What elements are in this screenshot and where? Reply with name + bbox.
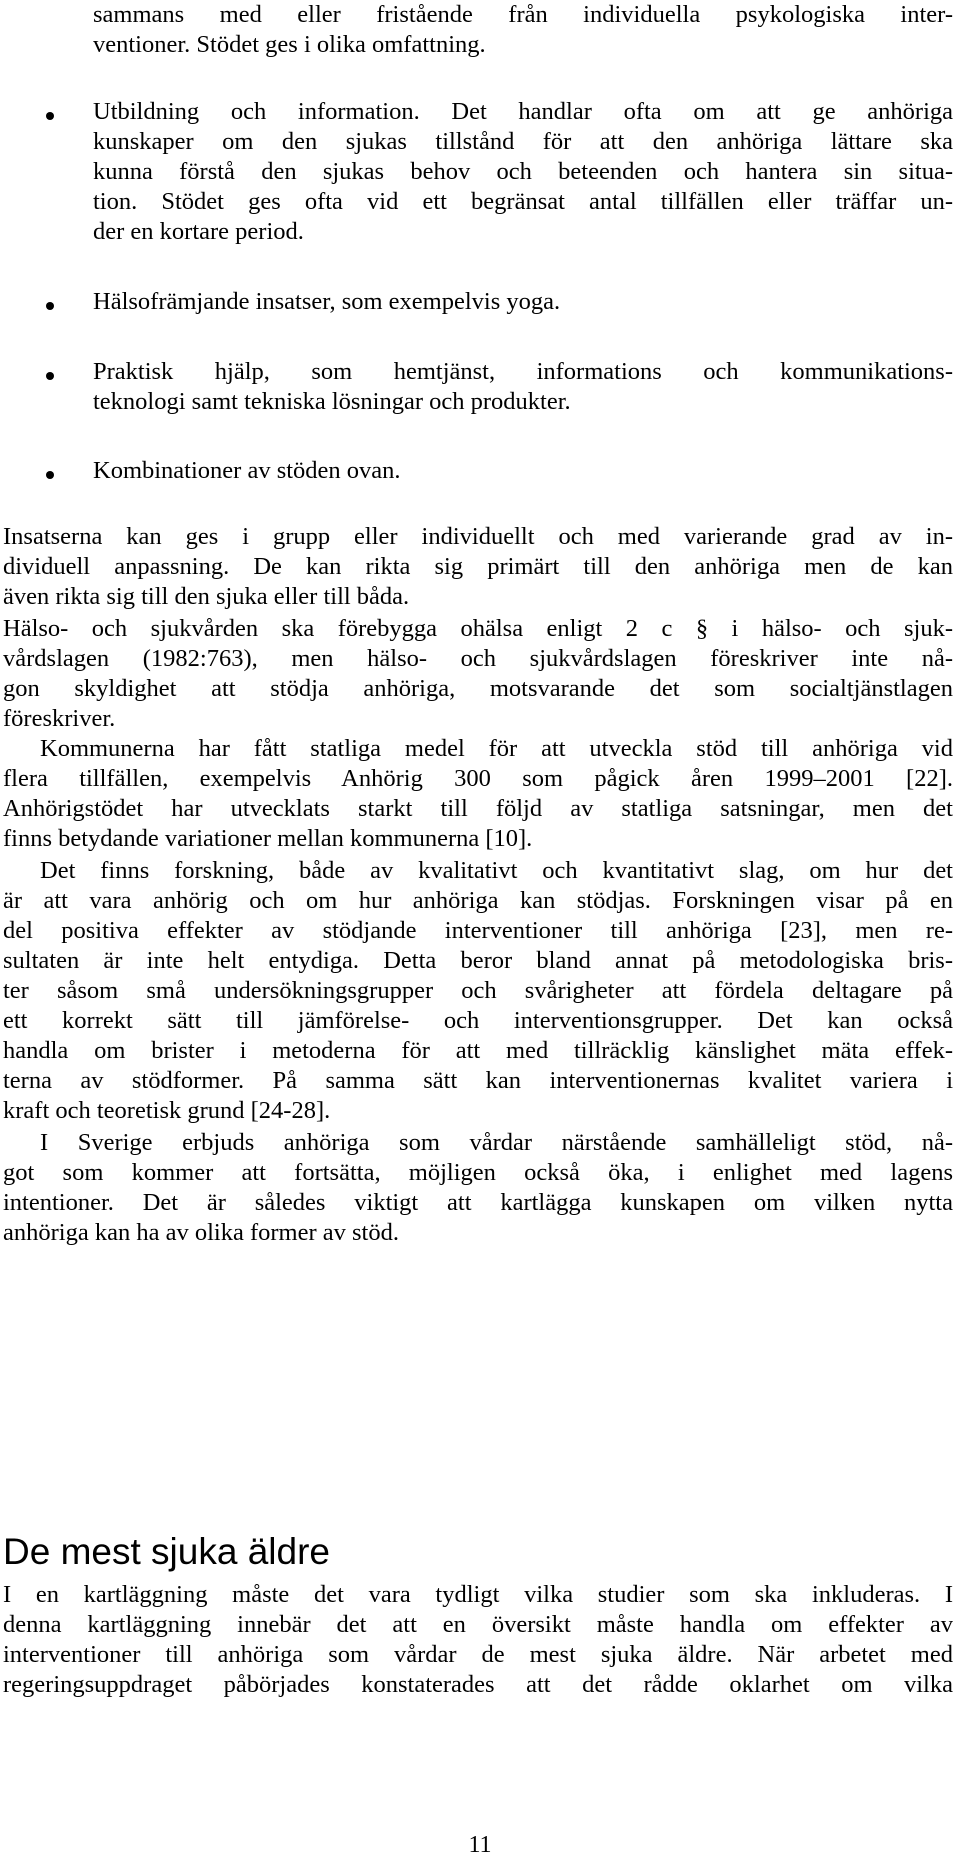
bullet-text-line: Utbildning och information. Det handlar ofta om att ge anhöriga: [93, 98, 953, 125]
paragraph-line: Det finns forskning, både av kvalitativt och kvantitativt slag, om hur det: [40, 857, 953, 884]
paragraph-line: gon skyldighet att stödja anhöriga, motsvarande det som socialtjänstlagen: [3, 675, 953, 702]
bullet-text-line: kunna förstå den sjukas behov och beteenden och hantera sin situa-: [93, 158, 953, 185]
paragraph-line: intentioner. Det är således viktigt att kartlägga kunskapen om vilken nytta: [3, 1189, 953, 1216]
paragraph-line: ett korrekt sätt till jämförelse- och interventionsgrupper. Det kan också: [3, 1007, 953, 1034]
bullet-marker: [46, 112, 54, 120]
bullet-text-line: Kombinationer av stöden ovan.: [93, 457, 401, 484]
paragraph-line: ter såsom små undersökningsgrupper och svårigheter att fördela deltagare på: [3, 977, 953, 1004]
paragraph-line: flera tillfällen, exempelvis Anhörig 300 som pågick åren 1999–2001 [22].: [3, 765, 953, 792]
paragraph-line: I Sverige erbjuds anhöriga som vårdar närstående samhälleligt stöd, nå-: [40, 1129, 953, 1156]
bullet-marker: [46, 372, 54, 380]
paragraph-line: Hälso- och sjukvården ska förebygga ohälsa enligt 2 c § i hälso- och sjuk-: [3, 615, 953, 642]
bullet-text-line: Hälsofrämjande insatser, som exempelvis yoga.: [93, 288, 561, 315]
paragraph-line: Kommunerna har fått statliga medel för att utveckla stöd till anhöriga vid: [40, 735, 953, 762]
page-number: 11: [468, 1832, 492, 1858]
bullet-continuation-line: ventioner. Stödet ges i olika omfattning.: [93, 31, 486, 58]
paragraph-line: sultaten är inte helt entydiga. Detta beror bland annat på metodologiska bris-: [3, 947, 953, 974]
paragraph-line: är att vara anhörig och om hur anhöriga kan stödjas. Forskningen visar på en: [3, 887, 953, 914]
paragraph-line: denna kartläggning innebär det att en översikt måste handla om effekter av: [3, 1611, 953, 1638]
paragraph-line: handla om brister i metoderna för att med tillräcklig känslighet mäta effek-: [3, 1037, 953, 1064]
paragraph-line: finns betydande variationer mellan kommunerna [10].: [3, 825, 533, 852]
paragraph-line: Insatserna kan ges i grupp eller individuellt och med varierande grad av in-: [3, 523, 953, 550]
section-heading: De mest sjuka äldre: [3, 1531, 330, 1572]
paragraph-line: även rikta sig till den sjuka eller till båda.: [3, 583, 410, 610]
bullet-text-line: teknologi samt tekniska lösningar och produkter.: [93, 388, 571, 415]
paragraph-line: Anhörigstödet har utvecklats starkt till följd av statliga satsningar, men det: [3, 795, 953, 822]
paragraph-line: vårdslagen (1982:763), men hälso- och sjukvårdslagen föreskriver inte nå-: [3, 645, 953, 672]
bullet-text-line: kunskaper om den sjukas tillstånd för att den anhöriga lättare ska: [93, 128, 953, 155]
paragraph-line: I en kartläggning måste det vara tydligt vilka studier som ska inkluderas. I: [3, 1581, 953, 1608]
bullet-marker: [46, 471, 54, 479]
bullet-text-line: tion. Stödet ges ofta vid ett begränsat antal tillfällen eller träffar un-: [93, 188, 953, 215]
paragraph-line: got som kommer att fortsätta, möjligen också öka, i enlighet med lagens: [3, 1159, 953, 1186]
paragraph-line: anhöriga kan ha av olika former av stöd.: [3, 1219, 399, 1246]
bullet-text-line: der en kortare period.: [93, 218, 304, 245]
bullet-continuation-line: sammans med eller fristående från individuella psykologiska inter-: [93, 1, 953, 28]
paragraph-line: interventioner till anhöriga som vårdar de mest sjuka äldre. När arbetet med: [3, 1641, 953, 1668]
bullet-marker: [46, 302, 54, 310]
paragraph-line: del positiva effekter av stödjande interventioner till anhöriga [23], men re-: [3, 917, 953, 944]
paragraph-line: föreskriver.: [3, 705, 116, 732]
paragraph-line: terna av stödformer. På samma sätt kan interventionernas kvalitet variera i: [3, 1067, 953, 1094]
bullet-text-line: Praktisk hjälp, som hemtjänst, informations och kommunikations-: [93, 358, 953, 385]
paragraph-line: regeringsuppdraget påbörjades konstaterades att det rådde oklarhet om vilka: [3, 1671, 953, 1698]
paragraph-line: kraft och teoretisk grund [24-28].: [3, 1097, 331, 1124]
paragraph-line: dividuell anpassning. De kan rikta sig primärt till den anhöriga men de kan: [3, 553, 953, 580]
